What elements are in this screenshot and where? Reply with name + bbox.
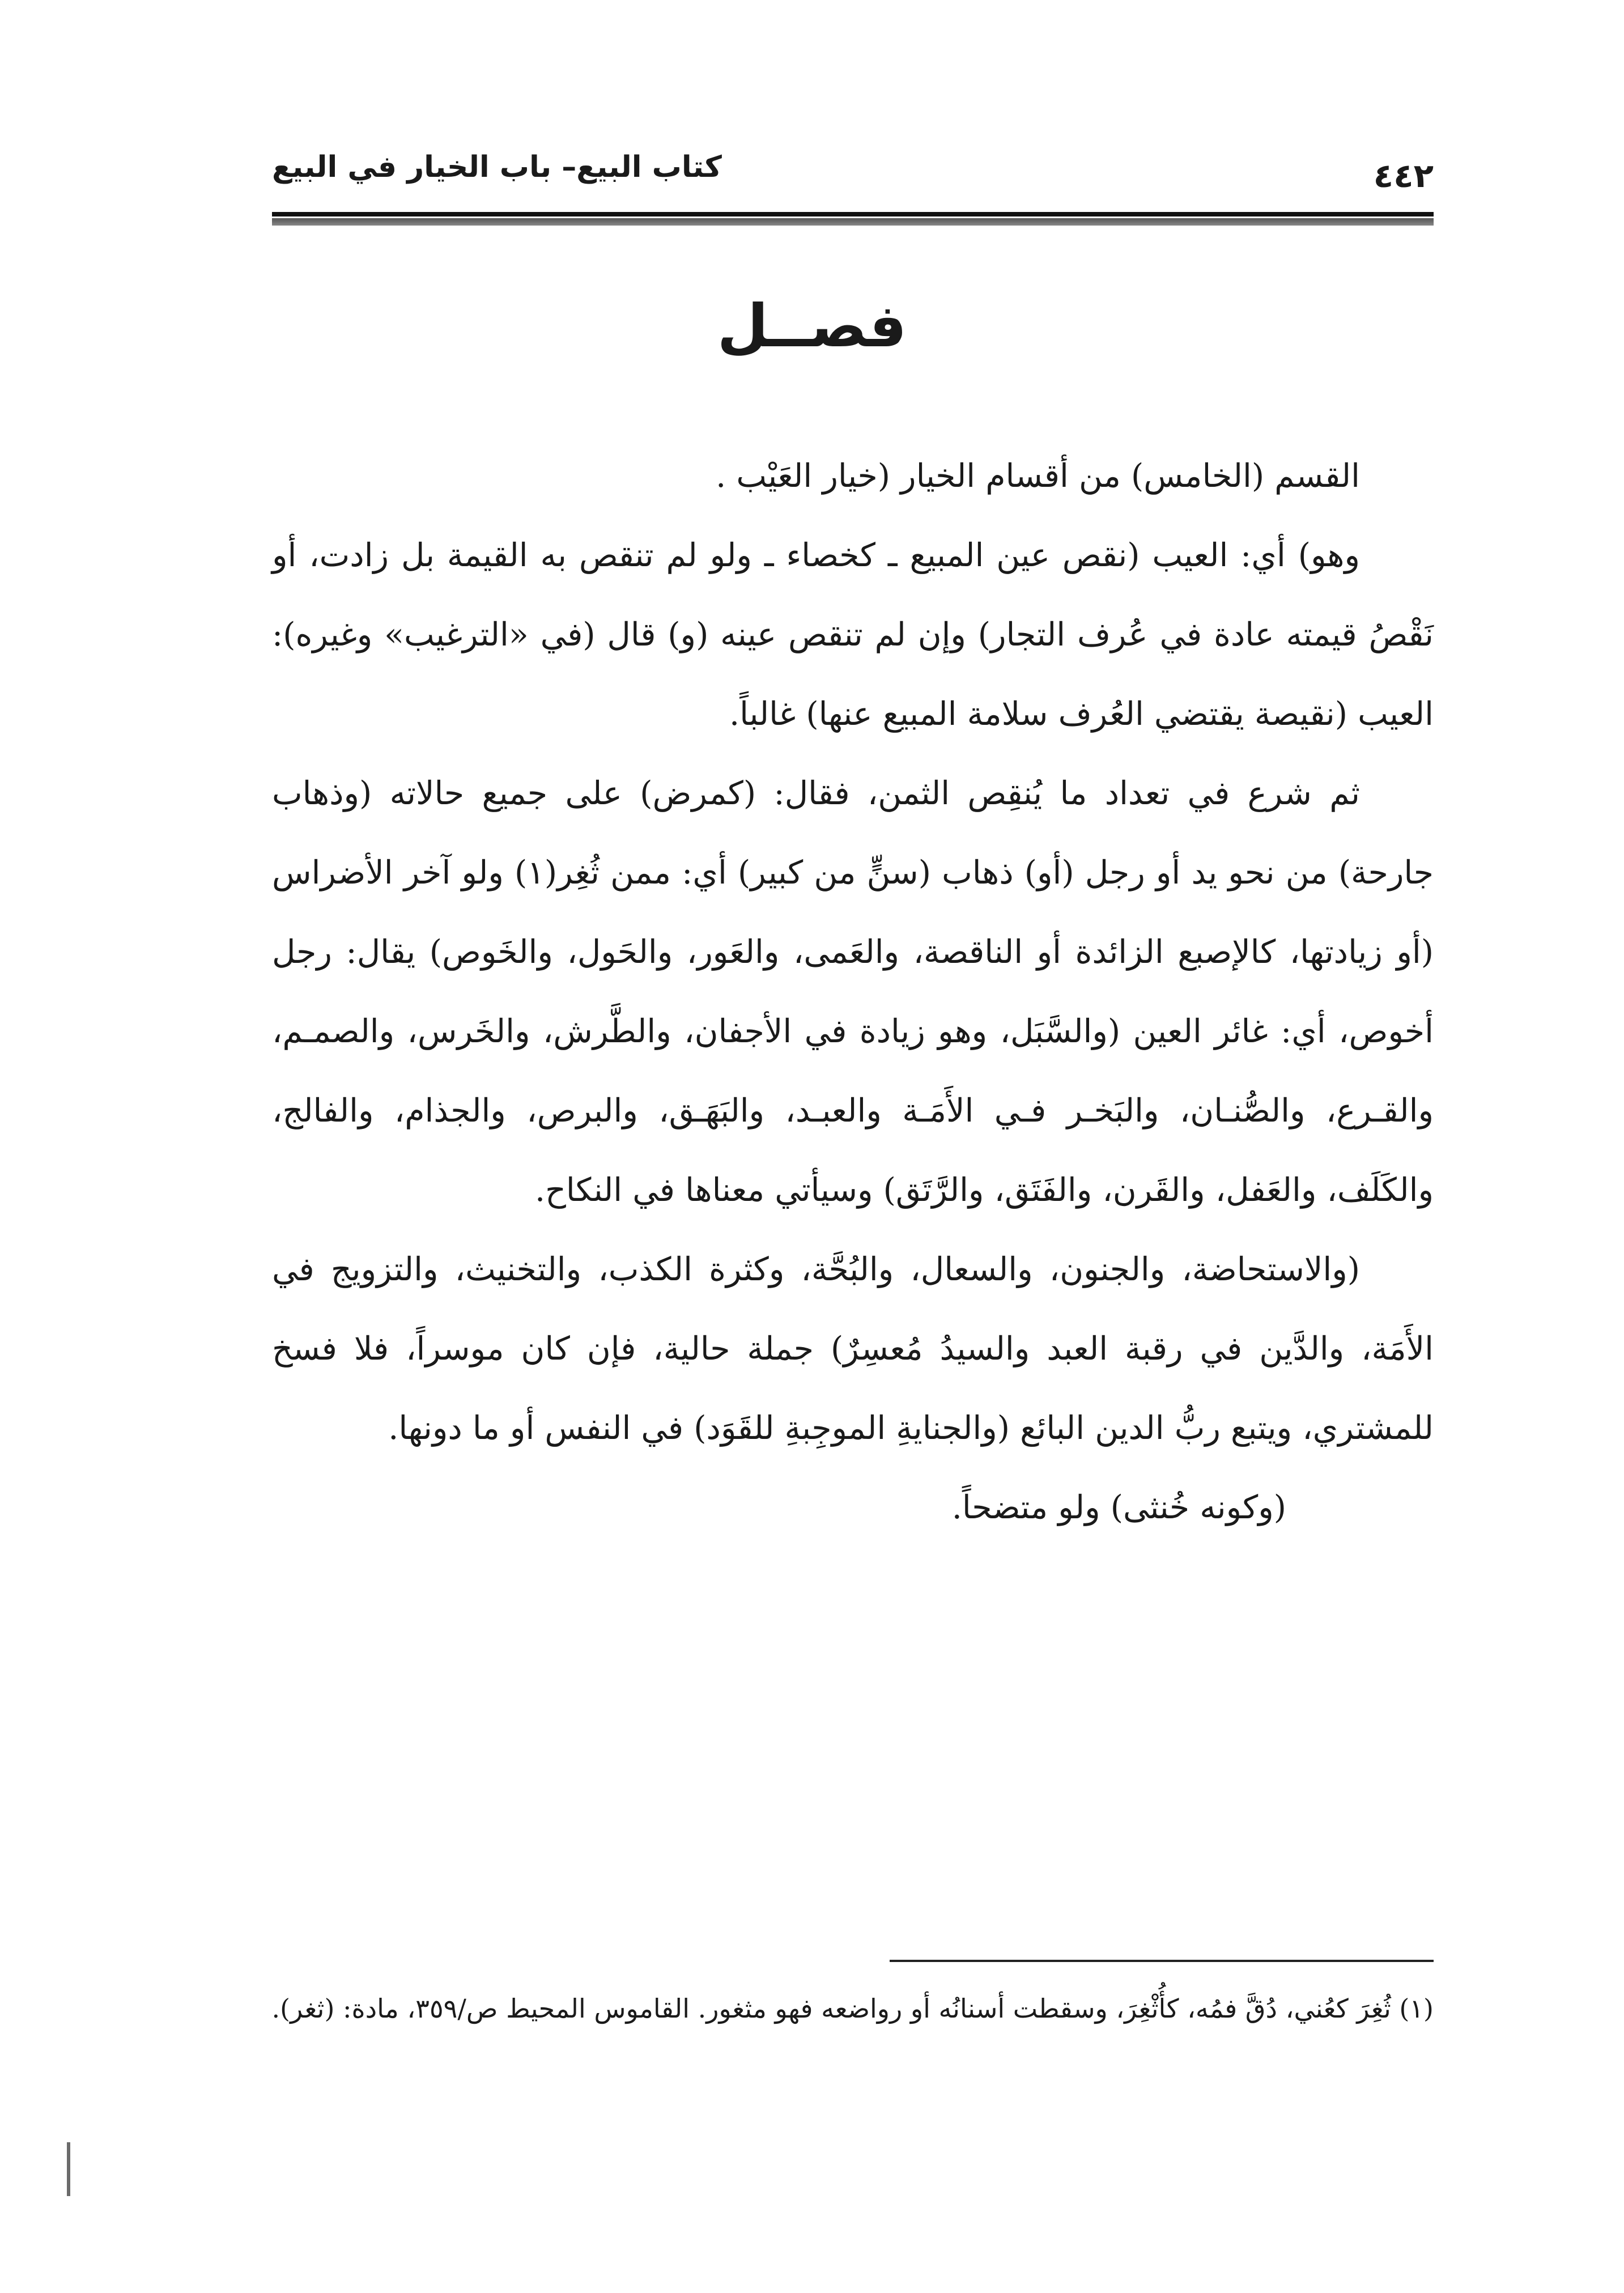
footnote-rule xyxy=(890,1960,1434,1962)
paragraph-2: وهو) أي: العيب (نقص عين المبيع ـ كخصاء ـ ولو لم تنقص به القيمة بل زادت، أو نَقْصُ قيمته عادة في عُرف التجار) وإن لم تنقص عينه (و) قال (في «الترغيب» وغيره): العيب (نقيصة يقتضي العُرف سلامة المبيع عنها) غالباً. xyxy=(272,537,1434,733)
paragraph-5: (وكونه خُنثى) ولو متضحاً. xyxy=(951,1489,1286,1526)
body-text xyxy=(272,436,1434,1547)
page-number: ٤٤٢ xyxy=(1373,156,1434,195)
footnote-text: (١) ثُغِرَ كعُني، دُقَّ فمُه، كأُثْغِرَ، وسقطت أسنانُه أو رواضعه فهو مثغور. القاموس المحيط ص/٣٥٩، مادة: (ثغر). xyxy=(271,1993,1434,2024)
running-title: كتاب البيع– باب الخيار في البيع xyxy=(272,150,722,184)
running-header xyxy=(272,145,1434,196)
scan-margin-mark xyxy=(67,2142,70,2196)
paragraph-1: القسم (الخامس) من أقسام الخيار (خيار العَيْب . xyxy=(716,457,1360,495)
chapter-heading: فصــل xyxy=(717,291,907,360)
footnote xyxy=(261,1984,1434,2033)
paragraph-4: (والاستحاضة، والجنون، والسعال، والبُحَّة، وكثرة الكذب، والتخنيث، والتزويج في الأَمَة، والدَّين في رقبة العبد والسيدُ مُعسِرٌ) جملة حالية، فإن كان موسراً، فلا فسخ للمشتري، ويتبع ربُّ الدين البائع (والجنايةِ الموجِبةِ للقَوَد) في النفس أو ما دونها. xyxy=(272,1251,1434,1447)
header-rule xyxy=(272,212,1434,226)
paragraph-3: ثم شرع في تعداد ما يُنقِص الثمن، فقال: (كمرض) على جميع حالاته (وذهاب جارحة) من نحو يد أو رجل (أو) ذهاب (سنٍّ من كبير) أي: ممن ثُغِر(١) ولو آخر الأضراس (أو زيادتها، كالإصبع الزائدة أو الناقصة، والعَمى، والعَور، والحَول، والخَوص) يقال: رجل أخوص، أي: غائر العين (والسَّبَل، وهو زيادة في الأجفان، والطَّرش، والخَرس، والصمـم، والقـرع، والصُّنـان، والبَخـر فـي الأَمَـة والعبـد، والبَهَـق، والبرص، والجذام، والفالج، والكَلَف، والعَفل، والقَرن، والفَتَق، والرَّتَق) وسيأتي معناها في النكاح. xyxy=(272,775,1434,1209)
